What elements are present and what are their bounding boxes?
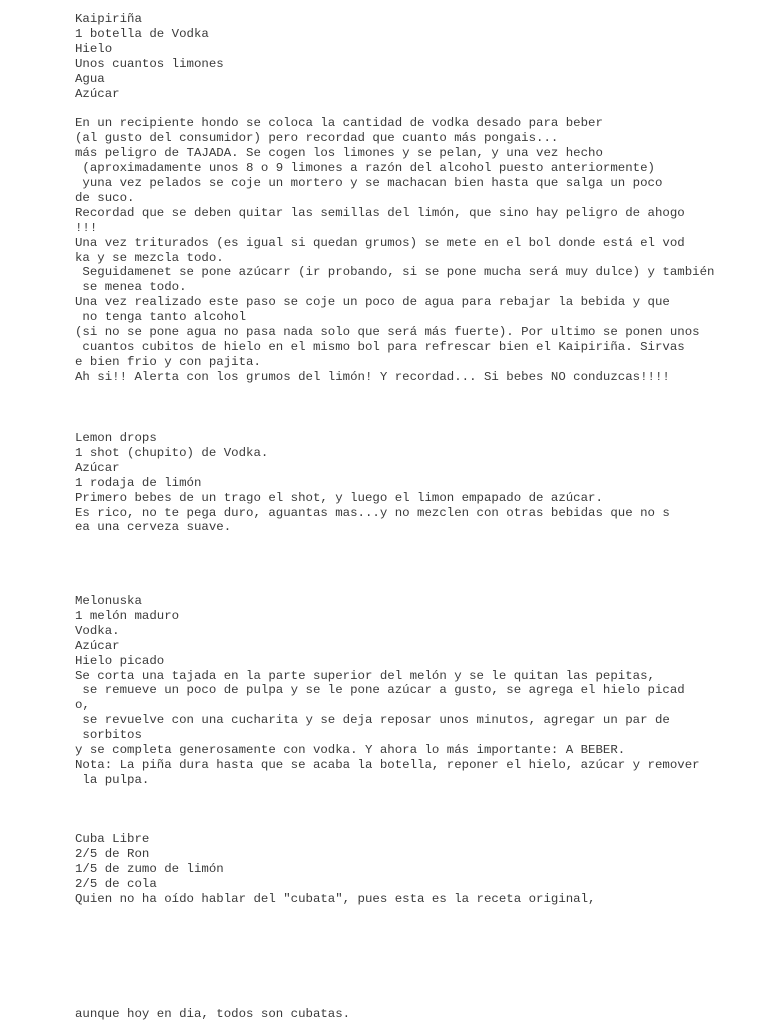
recipe-kaipirina: Kaipiriña 1 botella de Vodka Hielo Unos cuantos limones Agua Azúcar En un recipiente hondo se coloca la cantidad de vodka desado para beber (al gusto del consumidor) pero recordad que cuanto más pongais... más peligro de TAJADA. Se cogen los limones y se pelan, y una vez hecho (aproximadamente unos 8 o 9 limones a razón del alcohol puesto anteriormente) yuna vez pelados se coje un mortero y se machacan bien hasta que salga un poco de suco. Recordad que se deben quitar las semillas del limón, que sino hay peligro de ahogo !!! Una vez triturados (es igual si quedan grumos) se mete en el bol donde está el vod ka y se mezcla todo. Seguidamenet se pone azúcarr (ir probando, si se pone mucha será muy dulce) y también se menea todo. Una vez realizado este paso se coje un poco de agua para rebajar la bebida y que no tenga tanto alcohol (si no se pone agua no pasa nada solo que será más fuerte). Por ultimo se ponen unos cuantos cubitos de hielo en el mismo bol para refrescar bien el Kaipiriña. Sirvas e bien frio y con pajita. Ah si!! Alerta con los grumos del limón! Y recordad... Si bebes NO conduzcas!!!!: [75, 12, 715, 384]
trailing-text: aunque hoy en dia, todos son cubatas.: [75, 1007, 351, 1021]
recipe-melonuska: Melonuska 1 melón maduro Vodka. Azúcar Hielo picado Se corta una tajada en la parte superior del melón y se le quitan las pepitas, se remueve un poco de pulpa y se le pone azúcar a gusto, se agrega el hielo picad o, se revuelve con una cucharita y se deja reposar unos minutos, agregar un par de sorbitos y se completa generosamente con vodka. Y ahora lo más importante: A BEBER. Nota: La piña dura hasta que se acaba la botella, reponer el hielo, azúcar y remover la pulpa.: [75, 594, 700, 787]
recipe-lemon-drops: Lemon drops 1 shot (chupito) de Vodka. Azúcar 1 rodaja de limón Primero bebes de un trago el shot, y luego el limon empapado de azúcar. Es rico, no te pega duro, aguantas mas...y no mezclen con otras bebidas que no s ea una cerveza suave.: [75, 431, 670, 535]
recipe-cuba-libre: Cuba Libre 2/5 de Ron 1/5 de zumo de limón 2/5 de cola Quien no ha oído hablar del "cubata", pues esta es la receta original,: [75, 832, 596, 906]
